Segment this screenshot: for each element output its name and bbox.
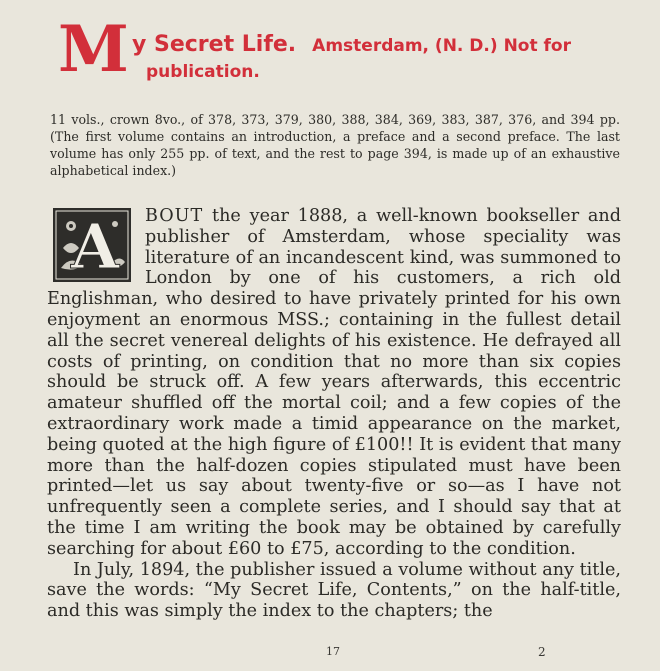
entry-title [50,12,640,88]
paragraph-1-text: the year 1888, a well-known bookseller and publisher of Amsterdam, whose speciality was literature of an incandescent kind, was summoned to London by one of his customers, a rich old Englishman, who desired to have privately printed for his own enjoyment an enormous MSS.; containing in the fullest detail all the secret venereal delights of his existence. He defrayed all costs of printing, on condition that no more than six copies should be struck off. A few years afterwards, this eccentric amateur shuffled off the mortal coil; and a few copies of the extraordinary work made a timid appearance on the market, being quoted at the high figure of £100!! It is evident that many more than the half-dozen copies stipulated must have been printed—let us say about twenty-five or so—as I have not unfrequently seen a complete series, and I should say that at the time I am writing the book may be obtained by carefully searching for about £60 to £75, according to the condition. [47,206,621,559]
bibliographic-note: 11 vols., crown 8vo., of 378, 373, 379, 380, 388, 384, 369, 383, 387, 376, and 394 pp. (The first volume contains an introduction, a preface and a second preface. The last volume has only 255 pp. of text, and the rest to page 394, is made up of an exhaustive alphabetical index.) [50,112,620,178]
page-number: 17 [326,645,340,658]
drop-cap-continuation: BOUT [145,206,204,226]
ornamental-drop-cap-icon [53,208,131,282]
title-line-2: publication. [146,62,260,82]
signature-mark: 2 [538,645,546,659]
title-line-1 [132,32,571,57]
paragraph-2: In July, 1894, the publisher issued a volume without any title, save the words: “My Secret Life, Contents,” on the half-title, and this was simply the index to the chapters; the [47,559,621,622]
title-main: y Secret Life. [132,32,297,57]
title-initial: M [58,12,127,87]
drop-cap-letter: A [70,210,120,282]
main-text [47,206,621,622]
title-publication-info: Amsterdam, (N. D.) Not for [312,36,571,56]
paragraph-1 [47,206,621,560]
